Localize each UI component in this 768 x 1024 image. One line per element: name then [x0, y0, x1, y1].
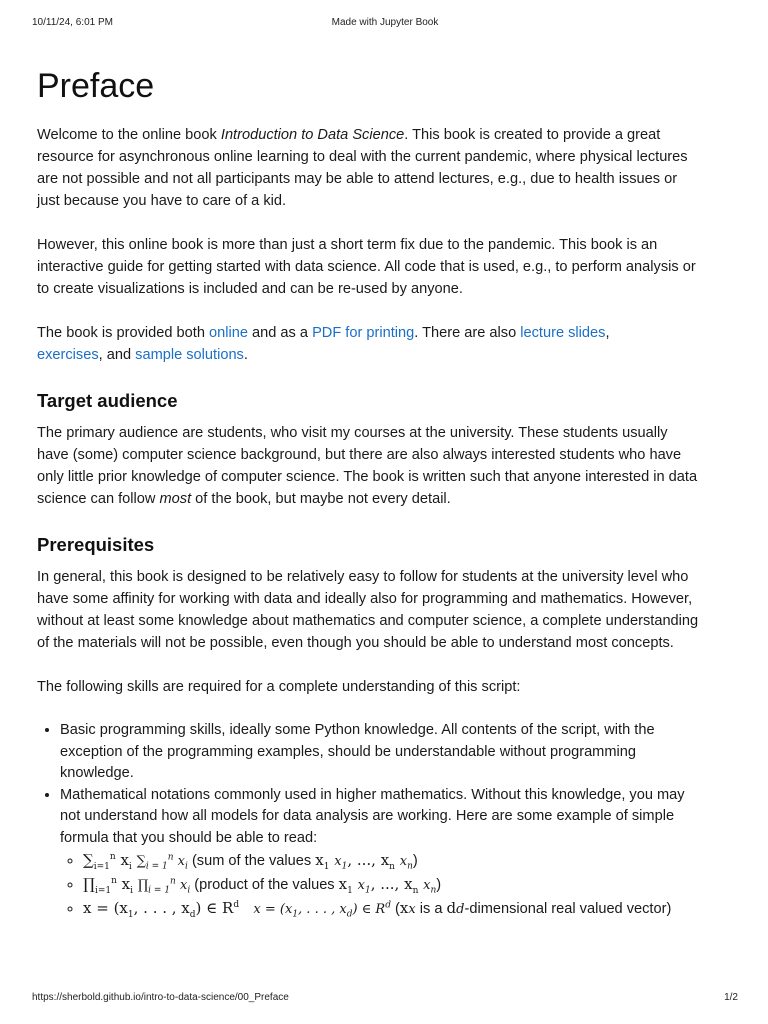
intro-text: The book is provided both [37, 325, 209, 341]
skill-text: Mathematical notations commonly used in higher mathematics. Without this knowledge, you may not understand how all models for data analysis are working. Here are some example of simple formula that you should be able to read: [60, 786, 685, 846]
intro-paragraph-3 [37, 322, 701, 366]
formula-note: (sum of the values [187, 853, 316, 869]
product-formula: $\prod_{i=1}^n$ $x_i$ $\prod_{i = 1}^n$ $x_i$ [83, 875, 191, 896]
prerequisites-paragraph-1: In general, this book is designed to be relatively easy to follow for students at the university level who have some affinity for working with data and ideally also for programming and mathematics. However, without at least some knowledge about mathematics and computer science, a complete understanding of the materials will not be possible, even though you should be able to understand most concepts. [37, 569, 699, 651]
formula-product [83, 873, 701, 897]
intro-text: Welcome to the online book [37, 127, 221, 143]
formula-note: ) [412, 853, 418, 869]
formula-note: -dimensional real valued vector) [464, 901, 672, 917]
intro-text: . There are also [414, 325, 521, 341]
formula-note: ( [390, 901, 400, 917]
print-header [32, 17, 738, 31]
print-datetime: 10/11/24, 6:01 PM [32, 17, 113, 28]
intro-text: and as a [247, 325, 313, 341]
intro-text: . This book is created to provide a great resource for asynchronous online learning to deal with the current pandemic, where physical lectures are not possible and not all participants may be able to attend lectures, e.g., due to health issues or just because you have to care of a kid. [37, 127, 688, 209]
page-title: Preface [37, 67, 155, 105]
intro-text: , [605, 325, 610, 341]
audience-emphasis: most [159, 491, 192, 507]
exercises-link[interactable]: exercises [37, 347, 99, 363]
pdf-link[interactable]: PDF for printing [312, 325, 415, 341]
book-title: Introduction to Data Science [220, 127, 405, 143]
intro-text: . [243, 347, 248, 363]
prerequisites-heading: Prerequisites [37, 534, 155, 555]
main-content [37, 60, 701, 921]
product-values: $x_1$ $x_1$, ..., $x_n$ $x_n$ [338, 875, 437, 896]
formula-list [60, 849, 701, 921]
intro-paragraph-2: However, this online book is more than just a short term fix due to the pandemic. This book is an interactive guide for getting started with data science. All code that is used, e.g., to perform analysis or to create visualizations is included and can be re-used by anyone. [37, 237, 696, 297]
formula-note: (product of the values [190, 877, 339, 893]
page-url: https://sherbold.github.io/intro-to-data-science/00_Preface [32, 992, 289, 1003]
print-title: Made with Jupyter Book [331, 17, 439, 28]
target-audience-paragraph [37, 422, 701, 510]
intro-paragraph-1 [37, 124, 701, 212]
formula-vector [83, 897, 701, 921]
formula-note: ) [436, 877, 442, 893]
sample-solutions-link[interactable]: sample solutions [135, 347, 244, 363]
audience-text: of the book, but maybe not every detail. [191, 491, 451, 507]
skill-item-math [60, 785, 701, 922]
vector-formula: $x = (x_1$, . . . , $x_d$) ∈ $R^d$ $x = (x_1$, . . . , $x_d$) ∈ $R^d$ [83, 899, 391, 920]
print-footer [32, 992, 738, 1006]
skill-item-programming: • Basic programming skills, ideally some Python knowledge. All contents of the script, with the exception of the programming examples, should be understandable without programming knowledge. [60, 720, 701, 785]
lecture-slides-link[interactable]: lecture slides [520, 325, 606, 341]
prerequisites-paragraph-2: The following skills are required for a complete understanding of this script: [37, 679, 521, 695]
intro-text: , and [98, 347, 136, 363]
online-link[interactable]: online [209, 325, 248, 341]
sum-values: $x_1$ $x_1$, ..., $x_n$ $x_n$ [315, 851, 413, 872]
page-number: 1/2 [724, 992, 738, 1003]
formula-sum [83, 849, 701, 873]
skills-list [37, 720, 701, 921]
vector-symbol: xx [399, 899, 416, 917]
sum-formula: $\sum_{i=1}^n$ $x_i$ $\sum_{i = 1}^n$ $x_i$ [83, 851, 188, 872]
formula-note: is a [415, 901, 447, 917]
dimension-symbol: dd [446, 899, 465, 917]
target-audience-heading: Target audience [37, 390, 178, 411]
audience-text: The primary audience are students, who visit my courses at the university. These students usually have (some) computer science background, but there are also always interested students who have only little prior knowledge of computer science. The book is written such that anyone interested in data science can follow [37, 425, 698, 507]
